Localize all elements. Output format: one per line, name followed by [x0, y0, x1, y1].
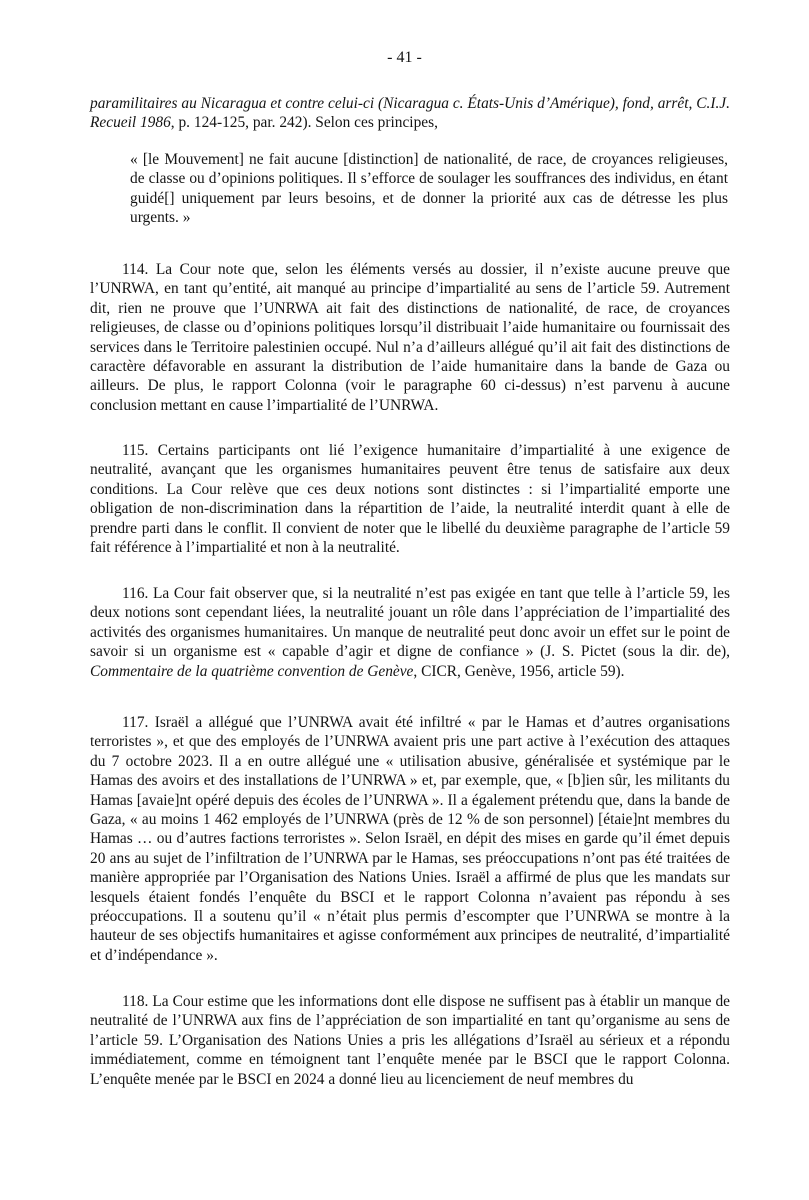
paragraph-117: 117. Israël a allégué que l’UNRWA avait été infiltré « par le Hamas et d’autres organisations terroristes », et que des employés de l’UNRWA avaient pris une part active à l’exécution des attaques du 7 octobre 2023. Il a en outre allégué une « utilisation abusive, généralisée et systémique par le Hamas des avoirs et des installations de l’UNRWA » et, par exemple, que, « [b]ien sûr, les militants du Hamas [avaie]nt opéré depuis des écoles de l’UNRWA ». Il a également prétendu que, dans la bande de Gaza, « au moins 1 462 employés de l’UNRWA (près de 12 % de son personnel) [étaie]nt membres du Hamas … ou d’autres factions terroristes ». Selon Israël, en dépit des mises en garde qu’il émet depuis 20 ans au sujet de l’infiltration de l’UNRWA par le Hamas, ses préoccupations n’ont pas été traitées de manière appropriée par l’Organisation des Nations Unies. Israël a affirmé de plus que les mandats sur lesquels étaient fondés l’enquête du BSCI et le rapport Colonna n’avaient pas répondu à ses préoccupations. Il a soutenu qu’il « n’était plus permis d’escompter que l’UNRWA se montre à la hauteur de ses objectifs humanitaires et agisse conformément aux principes de neutralité, d’impartialité et d’indépendance ».: [90, 714, 730, 964]
paragraph-118: 118. La Cour estime que les informations dont elle dispose ne suffisent pas à établir un manque de neutralité de l’UNRWA aux fins de l’appréciation de son impartialité en tant qu’organisme au sens de l’article 59. L’Organisation des Nations Unies a pris les allégations d’Israël au sérieux et a répondu immédiatement, comme en témoignent tant l’enquête menée par le BSCI que le rapport Colonna. L’enquête menée par le BSCI en 2024 a donné lieu au licenciement de neuf membres du: [90, 993, 730, 1088]
intro-paragraph: [90, 94, 730, 133]
block-quote: « [le Mouvement] ne fait aucune [distinction] de nationalité, de race, de croyances religieuses, de classe ou d’opinions politiques. Il s’efforce de soulager les souffrances des individus, en étant guidé[] uniquement par leurs besoins, et de donner la priorité aux cas de détresse les plus urgents. »: [130, 151, 728, 227]
paragraph-115: 115. Certains participants ont lié l’exigence humanitaire d’impartialité à une exigence de neutralité, avançant que les organismes humanitaires peuvent être tenus de satisfaire aux deux conditions. La Cour relève que ces deux notions sont distinctes : si l’impartialité emporte une obligation de non-discrimination dans la répartition de l’aide, la neutralité interdit quant à elle de prendre parti dans le conflit. Il convient de noter que le libellé du deuxième paragraphe de l’article 59 fait référence à l’impartialité et non à la neutralité.: [90, 442, 730, 557]
paragraph-116-text: 116. La Cour fait observer que, si la neutralité n’est pas exigée en tant que telle à l’article 59, les deux notions sont cependant liées, la neutralité jouant un rôle dans l’appréciation de l’impartialité des activités des organismes humanitaires. Un manque de neutralité peut donc avoir un effet sur le point de savoir si un organisme est « capable d’agir et digne de confiance » (J. S. Pictet (sous la dir. de),: [90, 585, 730, 661]
intro-rest: , p. 124-125, par. 242). Selon ces principes,: [170, 114, 438, 132]
paragraph-116: [90, 584, 730, 681]
paragraph-114: 114. La Cour note que, selon les éléments versés au dossier, il n’existe aucune preuve que l’UNRWA, en tant qu’entité, ait manqué au principe d’impartialité au sens de l’article 59. Autrement dit, rien ne prouve que l’UNRWA ait fait des distinctions de nationalité, de race, de croyances religieuses, de classe ou d’opinions politiques lorsqu’il distribuait l’aide humanitaire ou fournissait des services dans le Territoire palestinien occupé. Nul n’a d’ailleurs allégué qu’il ait fait des distinctions de caractère défavorable en assurant la distribution de l’aide humanitaire dans la bande de Gaza ou ailleurs. De plus, le rapport Colonna (voir le paragraphe 60 ci-dessus) n’est parvenu à aucune conclusion mettant en cause l’impartialité de l’UNRWA.: [90, 261, 730, 414]
paragraph-116-end: , CICR, Genève, 1956, article 59).: [413, 662, 625, 680]
paragraph-116-citation: Commentaire de la quatrième convention de Genève: [90, 662, 414, 680]
intro-citation: paramilitaires au Nicaragua et contre celui-ci (Nicaragua c. États-Unis d’Amérique), fond, arrêt, C.I.J. Recueil 1986: [90, 95, 730, 132]
page-number: - 41 -: [387, 49, 422, 66]
